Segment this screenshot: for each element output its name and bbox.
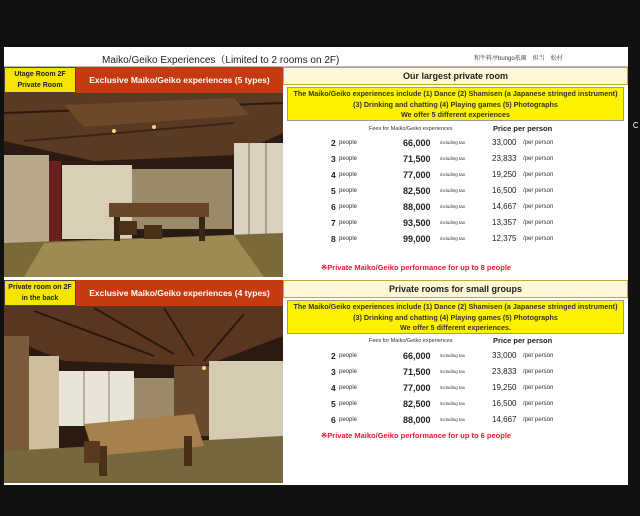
price-row [283,350,628,364]
per-person-label: /per person [523,385,554,391]
per-person-price: 19,250 [492,383,517,392]
experience-description [287,87,624,121]
exclusive-banner: Exclusive Maiko/Geiko experiences (5 types) [76,67,283,93]
fee-value: 71,500 [403,154,431,164]
room-photo [4,93,283,277]
capacity-note: ※Private Maiko/Geiko performance for up to 6 people [321,431,512,440]
experience-description [287,300,624,334]
fee-value: 88,000 [403,202,431,212]
people-count: 2 [331,138,336,148]
tax-label: including tax [440,353,466,358]
per-person-price: 23,833 [492,367,517,376]
people-label: people [339,188,358,194]
per-person-label: /per person [523,172,554,178]
people-label: people [339,140,358,146]
price-row [283,169,628,183]
people-label: people [339,172,358,178]
tax-label: including tax [440,236,466,241]
price-row [283,185,628,199]
people-label: people [339,204,358,210]
tax-label: including tax [440,204,466,209]
per-person-price: 16,500 [492,186,517,195]
people-count: 4 [331,383,336,393]
people-count: 4 [331,170,336,180]
tax-label: including tax [440,156,466,161]
per-person-price: 23,833 [492,154,517,163]
tax-label: including tax [440,385,466,390]
per-person-label: /per person [523,417,554,423]
back-room-section [4,280,628,483]
people-count: 3 [331,367,336,377]
price-row [283,217,628,231]
fee-value: 77,000 [403,383,431,393]
people-label: people [339,156,358,162]
per-person-price: 16,500 [492,399,517,408]
fee-value: 99,000 [403,234,431,244]
price-row [283,414,628,428]
pricing-sheet [4,47,628,485]
per-person-label: /per person [523,204,554,210]
tax-label: including tax [440,172,466,177]
per-person-price: 13,357 [492,218,517,227]
people-count: 5 [331,186,336,196]
capacity-note: ※Private Maiko/Geiko performance for up to 8 people [321,263,512,272]
per-person-price: 12,375 [492,234,517,243]
sheet-title: Maiko/Geiko Experiences（Limited to 2 rooms on 2F) [102,55,340,66]
people-count: 7 [331,218,336,228]
price-row [283,366,628,380]
people-label: people [339,353,358,359]
tax-label: including tax [440,417,466,422]
people-count: 3 [331,154,336,164]
tax-label: including tax [440,220,466,225]
people-label: people [339,417,358,423]
people-count: 2 [331,351,336,361]
panel-title: Private rooms for small groups [283,280,628,298]
fee-value: 93,500 [403,218,431,228]
description-line: (3) Drinking and chatting (4) Playing games (5) Photographs [353,99,558,109]
people-count: 5 [331,399,336,409]
per-person-label: /per person [523,140,554,146]
per-person-label: /per person [523,156,554,162]
per-person-price: 19,250 [492,170,517,179]
people-label: people [339,385,358,391]
price-row [283,233,628,247]
per-person-label: /per person [523,220,554,226]
sheet-header [4,47,628,67]
description-line: The Maiko/Geiko experiences include (1) Dance (2) Shamisen (a Japanese stringed instrument) [293,302,618,311]
room-tag: Private room on 2F in the back [4,280,76,306]
loading-spinner-icon [633,122,639,128]
people-label: people [339,220,358,226]
tax-label: including tax [440,188,466,193]
per-person-price: 14,667 [492,202,517,211]
per-person-label: /per person [523,353,554,359]
fees-header: Fees for Maiko/Geiko experiences [369,126,453,132]
tax-label: including tax [440,369,466,374]
per-person-label: /per person [523,401,554,407]
fee-value: 88,000 [403,415,431,425]
description-line: (3) Drinking and chatting (4) Playing games (5) Photographs [353,312,558,322]
people-label: people [339,236,358,242]
price-row [283,398,628,412]
price-header: Price per person [493,336,553,345]
people-count: 8 [331,234,336,244]
people-count: 6 [331,415,336,425]
per-person-price: 33,000 [492,351,517,360]
tax-label: including tax [440,140,466,145]
per-person-label: /per person [523,369,554,375]
people-label: people [339,369,358,375]
per-person-label: /per person [523,236,554,242]
tax-label: including tax [440,401,466,406]
fee-value: 82,500 [403,399,431,409]
fee-value: 71,500 [403,367,431,377]
description-line: The Maiko/Geiko experiences include (1) Dance (2) Shamisen (a Japanese stringed instrument) [293,89,618,98]
price-row [283,137,628,151]
fees-header: Fees for Maiko/Geiko experiences [369,338,453,344]
price-row [283,153,628,167]
organizer-label: 和牛料亭bungo祇園 担当 松村 [474,56,563,62]
fee-value: 77,000 [403,170,431,180]
price-row [283,201,628,215]
description-line: We offer 5 different experiences [401,110,510,119]
people-count: 6 [331,202,336,212]
exclusive-banner: Exclusive Maiko/Geiko experiences (4 types) [76,280,283,306]
room-tag: Utage Room 2F Private Room [4,67,76,93]
people-label: people [339,401,358,407]
per-person-price: 14,667 [492,415,517,424]
description-line: We offer 5 different experiences. [400,323,511,332]
fee-value: 66,000 [403,351,431,361]
fee-value: 82,500 [403,186,431,196]
panel-title: Our largest private room [283,67,628,85]
price-row [283,382,628,396]
room-photo [4,306,283,483]
utage-room-section [4,67,628,277]
fee-value: 66,000 [403,138,431,148]
price-header: Price per person [493,124,553,133]
per-person-label: /per person [523,188,554,194]
per-person-price: 33,000 [492,138,517,147]
